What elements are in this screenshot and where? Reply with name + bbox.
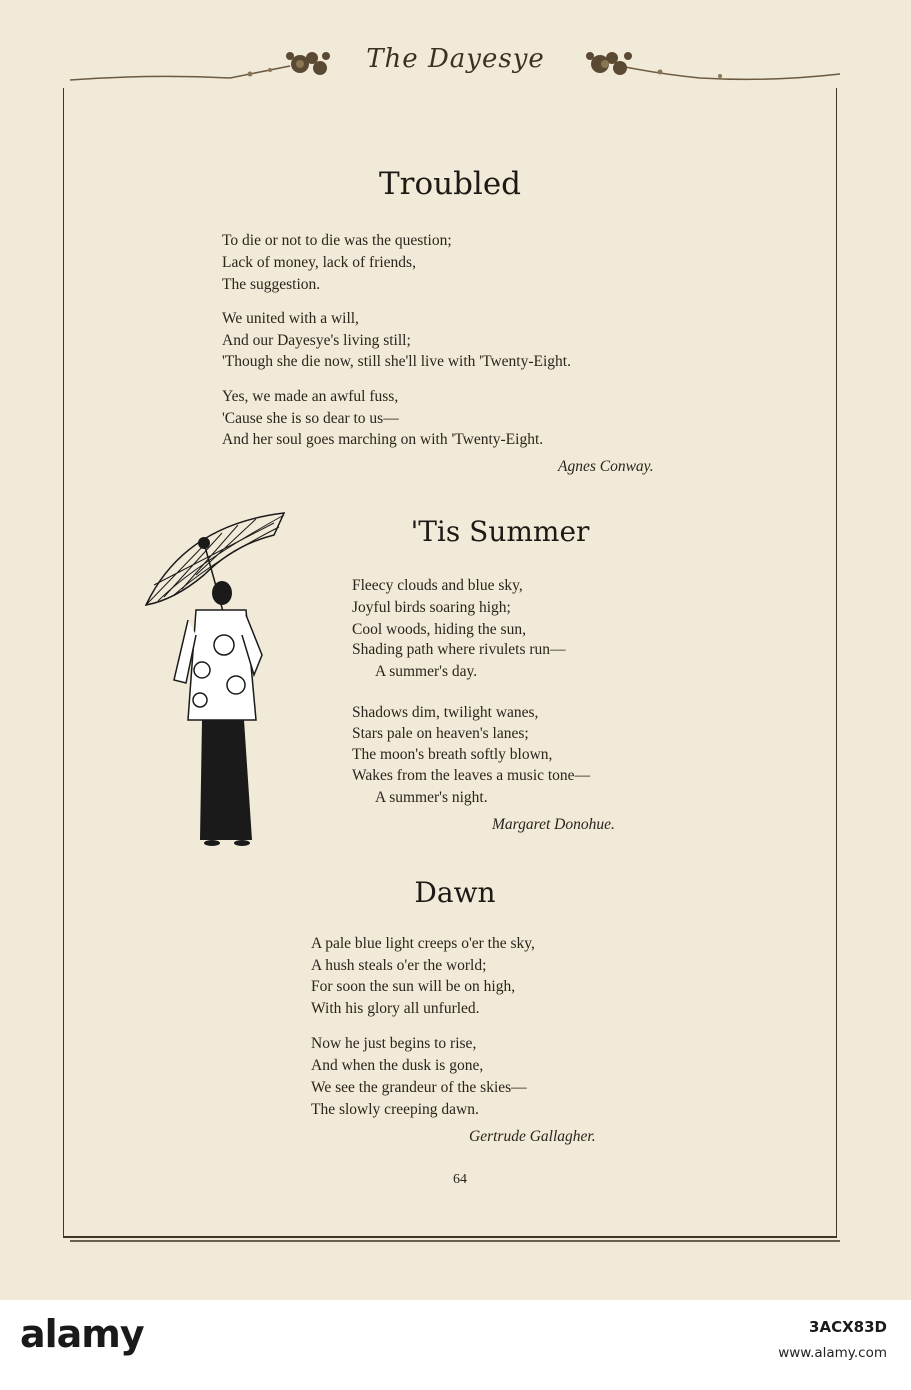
poem-line: And her soul goes marching on with 'Twenty-Eight.: [222, 431, 544, 448]
poem-line: With his glory all unfurled.: [311, 1000, 480, 1017]
poem-line: A pale blue light creeps o'er the sky,: [311, 935, 535, 952]
poem-title-troubled: Troubled: [378, 166, 522, 202]
poem-line: And when the dusk is gone,: [311, 1057, 484, 1074]
poem-author: Margaret Donohue.: [492, 816, 615, 833]
frame-shadow: [70, 1240, 840, 1242]
poem-line: A summer's night.: [375, 789, 488, 806]
poem-line: The moon's breath softly blown,: [352, 746, 553, 763]
poem-line: Joyful birds soaring high;: [352, 599, 511, 616]
poem-line: The slowly creeping dawn.: [311, 1101, 479, 1118]
poem-line: Yes, we made an awful fuss,: [222, 388, 399, 405]
poem-line: 'Though she die now, still she'll live with 'Twenty-Eight.: [222, 353, 571, 370]
poem-line: Now he just begins to rise,: [311, 1035, 477, 1052]
brand-logo: alamy: [20, 1312, 144, 1356]
poem-author: Agnes Conway.: [558, 458, 654, 475]
poem-line: To die or not to die was the question;: [222, 232, 452, 249]
poem-line: Cool woods, hiding the sun,: [352, 621, 526, 638]
poem-line: Lack of money, lack of friends,: [222, 254, 416, 271]
header-title: The Dayesye: [366, 44, 545, 74]
poem-line: A hush steals o'er the world;: [311, 957, 487, 974]
page-number: 64: [453, 1172, 467, 1187]
poem-line: A summer's day.: [375, 663, 478, 680]
poem-line: We united with a will,: [222, 310, 359, 327]
poem-line: Shading path where rivulets run—: [352, 641, 566, 658]
poem-title-dawn: Dawn: [414, 876, 496, 909]
poem-line: The suggestion.: [222, 276, 321, 293]
image-id: 3ACX83D: [809, 1318, 887, 1336]
poem-line: Stars pale on heaven's lanes;: [352, 725, 529, 742]
poem-line: Fleecy clouds and blue sky,: [352, 577, 523, 594]
poem-line: And our Dayesye's living still;: [222, 332, 411, 349]
poem-line: Shadows dim, twilight wanes,: [352, 704, 539, 721]
poem-author: Gertrude Gallagher.: [469, 1128, 596, 1145]
poem-line: 'Cause she is so dear to us—: [222, 410, 399, 427]
poem-title-tis-summer: 'Tis Summer: [410, 515, 590, 548]
woman-with-parasol-illustration: [134, 505, 294, 855]
poem-line: For soon the sun will be on high,: [311, 978, 516, 995]
poem-line: Wakes from the leaves a music tone—: [352, 767, 591, 784]
image-url: www.alamy.com: [778, 1345, 887, 1361]
poem-line: We see the grandeur of the skies—: [311, 1079, 527, 1096]
